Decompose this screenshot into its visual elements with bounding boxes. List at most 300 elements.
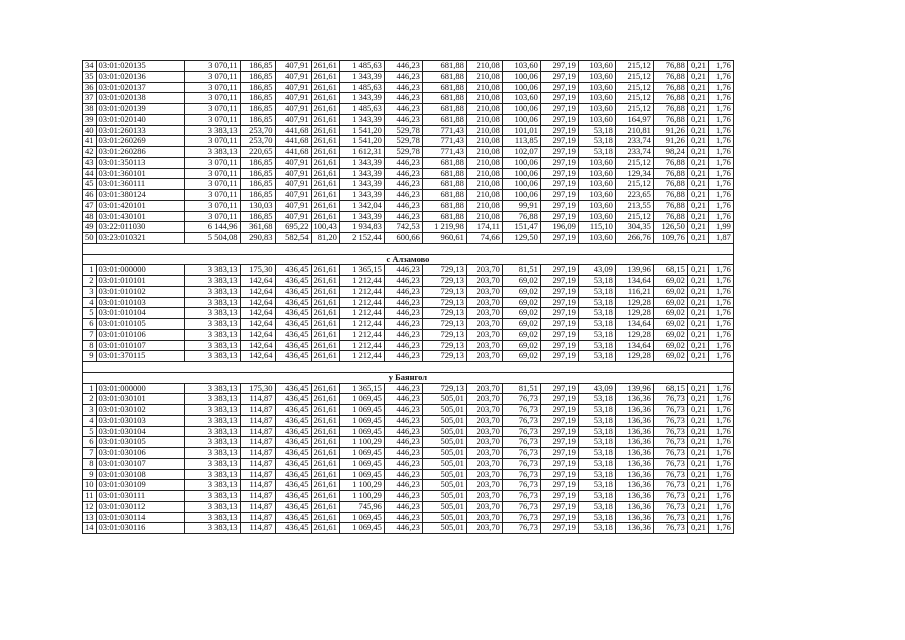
- value-cell: 297,19: [540, 448, 578, 459]
- row-number-cell: 42: [83, 147, 97, 158]
- value-cell: 261,61: [311, 157, 339, 168]
- value-cell: 0,21: [687, 329, 708, 340]
- value-cell: 446,23: [384, 211, 422, 222]
- value-cell: 304,35: [615, 222, 653, 233]
- value-cell: 76,88: [653, 114, 687, 125]
- value-cell: 76,73: [653, 501, 687, 512]
- cadastral-code-cell: 03:01:020140: [96, 114, 184, 125]
- cadastral-code-cell: 03:01:380124: [96, 190, 184, 201]
- value-cell: 53,18: [578, 394, 615, 405]
- value-cell: 186,85: [240, 71, 275, 82]
- value-cell: 186,85: [240, 82, 275, 93]
- value-cell: 1,76: [708, 276, 733, 287]
- cadastral-code-cell: 03:01:010101: [96, 276, 184, 287]
- value-cell: 134,64: [615, 276, 653, 287]
- value-cell: 297,19: [540, 329, 578, 340]
- value-cell: 729,13: [422, 286, 466, 297]
- value-cell: 297,19: [540, 405, 578, 416]
- row-number-cell: 39: [83, 114, 97, 125]
- value-cell: 297,19: [540, 501, 578, 512]
- value-cell: 297,19: [540, 93, 578, 104]
- value-cell: 203,70: [466, 405, 502, 416]
- value-cell: 681,88: [422, 82, 466, 93]
- value-cell: 0,21: [687, 71, 708, 82]
- value-cell: 1,76: [708, 523, 733, 534]
- value-cell: 100,06: [502, 168, 540, 179]
- value-cell: 0,21: [687, 383, 708, 394]
- spacer-row: [83, 362, 734, 373]
- value-cell: 0,21: [687, 200, 708, 211]
- value-cell: 215,12: [615, 71, 653, 82]
- value-cell: 436,45: [275, 501, 311, 512]
- value-cell: 436,45: [275, 286, 311, 297]
- value-cell: 297,19: [540, 71, 578, 82]
- value-cell: 215,12: [615, 104, 653, 115]
- spacer-cell: [96, 362, 184, 373]
- value-cell: 1 069,45: [339, 405, 384, 416]
- value-cell: 3 383,13: [184, 415, 240, 426]
- value-cell: 1,76: [708, 297, 733, 308]
- value-cell: 0,21: [687, 276, 708, 287]
- value-cell: 186,85: [240, 168, 275, 179]
- table-row: [83, 351, 734, 362]
- value-cell: 261,61: [311, 168, 339, 179]
- value-cell: 203,70: [466, 308, 502, 319]
- value-cell: 261,61: [311, 190, 339, 201]
- value-cell: 69,02: [653, 340, 687, 351]
- value-cell: 261,61: [311, 147, 339, 158]
- value-cell: 297,19: [540, 276, 578, 287]
- value-cell: 446,23: [384, 104, 422, 115]
- value-cell: 210,08: [466, 82, 502, 93]
- cadastral-code-cell: 03:01:010103: [96, 297, 184, 308]
- value-cell: 100,06: [502, 179, 540, 190]
- value-cell: 114,87: [240, 469, 275, 480]
- value-cell: 1,76: [708, 82, 733, 93]
- spacer-row: [83, 243, 734, 254]
- row-number-cell: 14: [83, 523, 97, 534]
- table-row: [83, 437, 734, 448]
- table-row: [83, 394, 734, 405]
- value-cell: 142,64: [240, 286, 275, 297]
- value-cell: 53,18: [578, 136, 615, 147]
- value-cell: 100,06: [502, 104, 540, 115]
- value-cell: 99,91: [502, 200, 540, 211]
- value-cell: 261,61: [311, 491, 339, 502]
- value-cell: 203,70: [466, 426, 502, 437]
- value-cell: 53,18: [578, 297, 615, 308]
- value-cell: 69,02: [653, 319, 687, 330]
- value-cell: 0,21: [687, 286, 708, 297]
- cadastral-code-cell: 03:01:260269: [96, 136, 184, 147]
- value-cell: 407,91: [275, 61, 311, 72]
- value-cell: 114,87: [240, 491, 275, 502]
- value-cell: 69,02: [653, 276, 687, 287]
- value-cell: 0,21: [687, 351, 708, 362]
- value-cell: 1 212,44: [339, 276, 384, 287]
- value-cell: 1,76: [708, 179, 733, 190]
- value-cell: 261,61: [311, 458, 339, 469]
- row-number-cell: 47: [83, 200, 97, 211]
- value-cell: 1,76: [708, 458, 733, 469]
- table-row: [83, 82, 734, 93]
- value-cell: 76,88: [653, 200, 687, 211]
- section-row: [83, 372, 734, 383]
- value-cell: 446,23: [384, 82, 422, 93]
- value-cell: 436,45: [275, 448, 311, 459]
- value-cell: 76,73: [502, 523, 540, 534]
- value-cell: 76,73: [502, 415, 540, 426]
- value-cell: 505,01: [422, 501, 466, 512]
- value-cell: 771,43: [422, 147, 466, 158]
- value-cell: 76,73: [502, 491, 540, 502]
- value-cell: 261,61: [311, 437, 339, 448]
- row-number-cell: 50: [83, 233, 97, 244]
- value-cell: 436,45: [275, 437, 311, 448]
- value-cell: 3 070,11: [184, 136, 240, 147]
- row-number-cell: 1: [83, 383, 97, 394]
- value-cell: 103,60: [578, 211, 615, 222]
- value-cell: 729,13: [422, 276, 466, 287]
- spacer-cell: [466, 362, 502, 373]
- cadastral-code-cell: 03:23:010321: [96, 233, 184, 244]
- value-cell: 0,21: [687, 415, 708, 426]
- value-cell: 681,88: [422, 179, 466, 190]
- spacer-cell: [540, 362, 578, 373]
- row-number-cell: 13: [83, 512, 97, 523]
- value-cell: 0,21: [687, 523, 708, 534]
- value-cell: 76,73: [653, 491, 687, 502]
- value-cell: 1,99: [708, 222, 733, 233]
- value-cell: 186,85: [240, 104, 275, 115]
- value-cell: 139,96: [615, 383, 653, 394]
- value-cell: 529,78: [384, 136, 422, 147]
- value-cell: 1 212,44: [339, 329, 384, 340]
- value-cell: 446,23: [384, 61, 422, 72]
- value-cell: 297,19: [540, 297, 578, 308]
- cadastral-code-cell: 03:01:030116: [96, 523, 184, 534]
- value-cell: 446,23: [384, 340, 422, 351]
- value-cell: 142,64: [240, 351, 275, 362]
- value-cell: 446,23: [384, 286, 422, 297]
- value-cell: 1 212,44: [339, 351, 384, 362]
- value-cell: 76,73: [502, 501, 540, 512]
- value-cell: 113,85: [502, 136, 540, 147]
- cadastral-code-cell: 03:01:030112: [96, 501, 184, 512]
- value-cell: 0,21: [687, 190, 708, 201]
- value-cell: 53,18: [578, 480, 615, 491]
- value-cell: 186,85: [240, 179, 275, 190]
- value-cell: 6 144,96: [184, 222, 240, 233]
- value-cell: 1,76: [708, 405, 733, 416]
- value-cell: 1,76: [708, 501, 733, 512]
- spacer-cell: [240, 362, 275, 373]
- value-cell: 81,20: [311, 233, 339, 244]
- value-cell: 76,88: [653, 190, 687, 201]
- value-cell: 729,13: [422, 319, 466, 330]
- value-cell: 53,18: [578, 501, 615, 512]
- value-cell: 53,18: [578, 405, 615, 416]
- value-cell: 261,61: [311, 480, 339, 491]
- value-cell: 297,19: [540, 157, 578, 168]
- value-cell: 103,60: [578, 179, 615, 190]
- value-cell: 1 343,39: [339, 71, 384, 82]
- value-cell: 742,53: [384, 222, 422, 233]
- value-cell: 203,70: [466, 319, 502, 330]
- section-title: у Баянгол: [83, 372, 734, 383]
- value-cell: 446,23: [384, 319, 422, 330]
- value-cell: 505,01: [422, 491, 466, 502]
- value-cell: 0,21: [687, 168, 708, 179]
- value-cell: 215,12: [615, 61, 653, 72]
- value-cell: 1 100,29: [339, 491, 384, 502]
- value-cell: 76,73: [653, 426, 687, 437]
- value-cell: 74,66: [466, 233, 502, 244]
- value-cell: 297,19: [540, 82, 578, 93]
- value-cell: 136,36: [615, 512, 653, 523]
- value-cell: 729,13: [422, 383, 466, 394]
- value-cell: 76,88: [653, 157, 687, 168]
- value-cell: 210,08: [466, 211, 502, 222]
- table-row: [83, 286, 734, 297]
- value-cell: 103,60: [502, 61, 540, 72]
- cadastral-code-cell: 03:01:030114: [96, 512, 184, 523]
- value-cell: 1 485,63: [339, 82, 384, 93]
- value-cell: 297,19: [540, 319, 578, 330]
- value-cell: 297,19: [540, 286, 578, 297]
- value-cell: 446,23: [384, 383, 422, 394]
- value-cell: 529,78: [384, 147, 422, 158]
- spacer-cell: [311, 243, 339, 254]
- value-cell: 129,28: [615, 297, 653, 308]
- value-cell: 529,78: [384, 125, 422, 136]
- value-cell: 215,12: [615, 82, 653, 93]
- value-cell: 446,23: [384, 157, 422, 168]
- value-cell: 1 069,45: [339, 426, 384, 437]
- value-cell: 261,61: [311, 265, 339, 276]
- value-cell: 297,19: [540, 265, 578, 276]
- value-cell: 1 069,45: [339, 394, 384, 405]
- value-cell: 681,88: [422, 168, 466, 179]
- value-cell: 136,36: [615, 480, 653, 491]
- value-cell: 1 212,44: [339, 286, 384, 297]
- value-cell: 69,02: [502, 308, 540, 319]
- value-cell: 261,61: [311, 286, 339, 297]
- value-cell: 436,45: [275, 276, 311, 287]
- value-cell: 0,21: [687, 394, 708, 405]
- value-cell: 210,08: [466, 125, 502, 136]
- value-cell: 142,64: [240, 329, 275, 340]
- value-cell: 103,60: [578, 233, 615, 244]
- spacer-cell: [708, 243, 733, 254]
- spacer-cell: [615, 362, 653, 373]
- value-cell: 3 070,11: [184, 82, 240, 93]
- value-cell: 3 070,11: [184, 211, 240, 222]
- value-cell: 729,13: [422, 329, 466, 340]
- value-cell: 103,60: [578, 168, 615, 179]
- table-body: [83, 61, 734, 534]
- value-cell: 261,61: [311, 501, 339, 512]
- value-cell: 98,24: [653, 147, 687, 158]
- value-cell: 53,18: [578, 448, 615, 459]
- value-cell: 3 383,13: [184, 469, 240, 480]
- row-number-cell: 46: [83, 190, 97, 201]
- table-row: [83, 383, 734, 394]
- table-row: [83, 136, 734, 147]
- value-cell: 76,73: [502, 469, 540, 480]
- value-cell: 297,19: [540, 523, 578, 534]
- value-cell: 203,70: [466, 286, 502, 297]
- value-cell: 505,01: [422, 437, 466, 448]
- value-cell: 68,15: [653, 265, 687, 276]
- value-cell: 261,61: [311, 114, 339, 125]
- value-cell: 203,70: [466, 523, 502, 534]
- row-number-cell: 40: [83, 125, 97, 136]
- value-cell: 0,21: [687, 297, 708, 308]
- spacer-cell: [540, 243, 578, 254]
- value-cell: 3 383,13: [184, 501, 240, 512]
- value-cell: 136,36: [615, 458, 653, 469]
- value-cell: 76,88: [653, 82, 687, 93]
- value-cell: 53,18: [578, 329, 615, 340]
- spacer-cell: [184, 362, 240, 373]
- value-cell: 681,88: [422, 190, 466, 201]
- value-cell: 76,73: [653, 512, 687, 523]
- value-cell: 76,88: [502, 211, 540, 222]
- value-cell: 129,28: [615, 308, 653, 319]
- cadastral-code-cell: 03:01:030111: [96, 491, 184, 502]
- value-cell: 297,19: [540, 415, 578, 426]
- value-cell: 0,21: [687, 233, 708, 244]
- value-cell: 210,08: [466, 93, 502, 104]
- value-cell: 261,61: [311, 394, 339, 405]
- value-cell: 1,87: [708, 233, 733, 244]
- value-cell: 76,73: [653, 437, 687, 448]
- value-cell: 0,21: [687, 512, 708, 523]
- value-cell: 261,61: [311, 340, 339, 351]
- value-cell: 1,76: [708, 394, 733, 405]
- spacer-cell: [83, 362, 97, 373]
- value-cell: 681,88: [422, 61, 466, 72]
- value-cell: 0,21: [687, 265, 708, 276]
- value-cell: 3 383,13: [184, 437, 240, 448]
- value-cell: 53,18: [578, 340, 615, 351]
- value-cell: 446,23: [384, 405, 422, 416]
- value-cell: 1,76: [708, 136, 733, 147]
- cadastral-code-cell: 03:01:010106: [96, 329, 184, 340]
- row-number-cell: 10: [83, 480, 97, 491]
- spacer-cell: [502, 362, 540, 373]
- value-cell: 1 343,39: [339, 93, 384, 104]
- value-cell: 69,02: [653, 308, 687, 319]
- value-cell: 261,61: [311, 104, 339, 115]
- value-cell: 1 343,39: [339, 168, 384, 179]
- table-row: [83, 61, 734, 72]
- cadastral-code-cell: 03:01:030109: [96, 480, 184, 491]
- row-number-cell: 7: [83, 448, 97, 459]
- value-cell: 186,85: [240, 157, 275, 168]
- value-cell: 136,36: [615, 426, 653, 437]
- spacer-cell: [339, 243, 384, 254]
- value-cell: 53,18: [578, 286, 615, 297]
- value-cell: 436,45: [275, 351, 311, 362]
- value-cell: 203,70: [466, 415, 502, 426]
- spacer-cell: [83, 243, 97, 254]
- value-cell: 76,88: [653, 179, 687, 190]
- value-cell: 253,70: [240, 136, 275, 147]
- table-row: [83, 297, 734, 308]
- cadastral-code-cell: 03:01:030107: [96, 458, 184, 469]
- value-cell: 210,08: [466, 179, 502, 190]
- value-cell: 446,23: [384, 523, 422, 534]
- value-cell: 1,76: [708, 125, 733, 136]
- value-cell: 76,73: [653, 480, 687, 491]
- value-cell: 210,08: [466, 71, 502, 82]
- value-cell: 1 069,45: [339, 415, 384, 426]
- value-cell: 136,36: [615, 491, 653, 502]
- value-cell: 745,96: [339, 501, 384, 512]
- value-cell: 76,73: [653, 448, 687, 459]
- value-cell: 91,26: [653, 125, 687, 136]
- value-cell: 297,19: [540, 168, 578, 179]
- value-cell: 164,97: [615, 114, 653, 125]
- value-cell: 297,19: [540, 179, 578, 190]
- value-cell: 203,70: [466, 437, 502, 448]
- row-number-cell: 44: [83, 168, 97, 179]
- value-cell: 729,13: [422, 297, 466, 308]
- table-row: [83, 157, 734, 168]
- value-cell: 407,91: [275, 190, 311, 201]
- value-cell: 446,23: [384, 426, 422, 437]
- value-cell: 1 934,83: [339, 222, 384, 233]
- value-cell: 0,21: [687, 448, 708, 459]
- value-cell: 69,02: [502, 286, 540, 297]
- cadastral-code-cell: 03:22:011030: [96, 222, 184, 233]
- value-cell: 1 612,31: [339, 147, 384, 158]
- value-cell: 142,64: [240, 319, 275, 330]
- value-cell: 505,01: [422, 415, 466, 426]
- value-cell: 297,19: [540, 469, 578, 480]
- value-cell: 297,19: [540, 200, 578, 211]
- table-row: [83, 222, 734, 233]
- value-cell: 441,68: [275, 125, 311, 136]
- value-cell: 203,70: [466, 512, 502, 523]
- value-cell: 729,13: [422, 308, 466, 319]
- spacer-cell: [653, 362, 687, 373]
- value-cell: 103,60: [578, 82, 615, 93]
- value-cell: 0,21: [687, 469, 708, 480]
- value-cell: 203,70: [466, 501, 502, 512]
- value-cell: 100,06: [502, 157, 540, 168]
- spacer-cell: [422, 243, 466, 254]
- spacer-cell: [578, 243, 615, 254]
- value-cell: 1,76: [708, 190, 733, 201]
- value-cell: 3 383,13: [184, 448, 240, 459]
- value-cell: 76,73: [502, 448, 540, 459]
- value-cell: 69,02: [502, 340, 540, 351]
- value-cell: 103,60: [502, 93, 540, 104]
- value-cell: 436,45: [275, 426, 311, 437]
- value-cell: 1,76: [708, 93, 733, 104]
- row-number-cell: 4: [83, 297, 97, 308]
- value-cell: 76,73: [502, 480, 540, 491]
- value-cell: 1 069,45: [339, 512, 384, 523]
- value-cell: 0,21: [687, 211, 708, 222]
- value-cell: 76,73: [653, 523, 687, 534]
- value-cell: 129,28: [615, 329, 653, 340]
- cadastral-code-cell: 03:01:350113: [96, 157, 184, 168]
- value-cell: 261,61: [311, 93, 339, 104]
